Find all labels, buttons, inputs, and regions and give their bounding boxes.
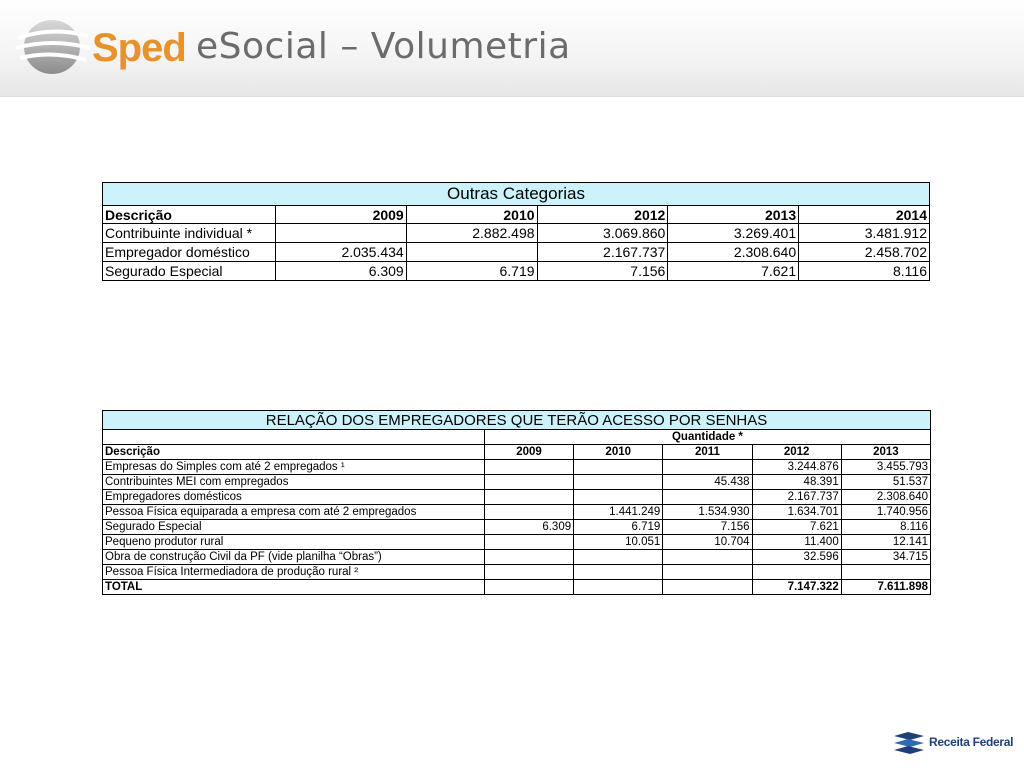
quantity-label: Quantidade * — [484, 430, 930, 445]
table-cell — [484, 565, 573, 580]
table-cell: 7.621 — [668, 262, 799, 281]
column-header: 2009 — [275, 206, 406, 224]
receita-federal-logo-icon — [892, 730, 926, 756]
table-cell: 7.156 — [537, 262, 668, 281]
table-cell: Empresas do Simples com até 2 empregados ¹ — [103, 460, 485, 475]
table-cell: 6.309 — [484, 520, 573, 535]
table-cell: 45.438 — [663, 475, 752, 490]
table-header-row — [103, 206, 930, 224]
table-row — [103, 460, 931, 475]
table-cell — [484, 550, 573, 565]
table-cell — [275, 224, 406, 243]
table-row — [103, 224, 930, 243]
table-row — [103, 520, 931, 535]
column-header: Descrição — [103, 445, 485, 460]
table-cell: Contribuinte individual * — [103, 224, 276, 243]
table-cell — [841, 565, 930, 580]
table-cell: Empregador doméstico — [103, 243, 276, 262]
table-cell: 2.308.640 — [841, 490, 930, 505]
column-header: 2013 — [668, 206, 799, 224]
column-header: 2009 — [484, 445, 573, 460]
table-cell: 7.156 — [663, 520, 752, 535]
table-row — [103, 490, 931, 505]
table-row — [103, 262, 930, 281]
table-cell: 12.141 — [841, 535, 930, 550]
table-cell: 3.269.401 — [668, 224, 799, 243]
table-cell — [484, 490, 573, 505]
table-cell: 2.035.434 — [275, 243, 406, 262]
table-cell: 11.400 — [752, 535, 841, 550]
table-cell: Contribuintes MEI com empregados — [103, 475, 485, 490]
table-cell: 3.069.860 — [537, 224, 668, 243]
table-cell: Empregadores domésticos — [103, 490, 485, 505]
table-cell — [484, 475, 573, 490]
table-cell — [663, 580, 752, 595]
empty-cell — [103, 430, 485, 445]
column-header: 2011 — [663, 445, 752, 460]
table-cell — [663, 550, 752, 565]
column-header: Descrição — [103, 206, 276, 224]
table-row — [103, 475, 931, 490]
page-title: eSocial – Volumetria — [196, 26, 571, 67]
table-cell: 3.481.912 — [799, 224, 930, 243]
table-cell: 2.167.737 — [537, 243, 668, 262]
column-header: 2010 — [406, 206, 537, 224]
table-row — [103, 243, 930, 262]
sped-logo-text: Sped — [92, 26, 186, 70]
table-row — [103, 565, 931, 580]
table-cell: 2.167.737 — [752, 490, 841, 505]
table-cell — [484, 535, 573, 550]
slide-header — [0, 0, 1024, 97]
receita-federal-brand: Receita Federal — [929, 735, 1014, 749]
table-cell — [663, 565, 752, 580]
table-cell: 6.719 — [406, 262, 537, 281]
total-label: TOTAL — [103, 580, 485, 595]
table-caption: Outras Categorias — [103, 183, 930, 206]
table-cell — [484, 460, 573, 475]
sped-globe-icon — [14, 18, 90, 76]
receita-federal-logo — [892, 728, 1018, 758]
table-row — [103, 505, 931, 520]
table-cell: 7.621 — [752, 520, 841, 535]
table-cell — [484, 580, 573, 595]
table-cell: Segurado Especial — [103, 262, 276, 281]
table-cell: 2.458.702 — [799, 243, 930, 262]
column-header: 2012 — [537, 206, 668, 224]
table-row — [103, 550, 931, 565]
column-header: 2010 — [574, 445, 663, 460]
table-cell: 2.882.498 — [406, 224, 537, 243]
table-cell: 7.147.322 — [752, 580, 841, 595]
table-cell: 10.704 — [663, 535, 752, 550]
table-row — [103, 535, 931, 550]
column-header: 2012 — [752, 445, 841, 460]
column-header: 2014 — [799, 206, 930, 224]
table-cell — [663, 490, 752, 505]
table-cell — [406, 243, 537, 262]
table-cell: 8.116 — [799, 262, 930, 281]
table-cell: 32.596 — [752, 550, 841, 565]
table-cell: Pessoa Física equiparada a empresa com até 2 empregados — [103, 505, 485, 520]
table-cell: 1.534.930 — [663, 505, 752, 520]
table-cell — [574, 475, 663, 490]
table-cell: 51.537 — [841, 475, 930, 490]
quantity-header-row — [103, 430, 931, 445]
table-cell: 3.244.876 — [752, 460, 841, 475]
table-cell: 3.455.793 — [841, 460, 930, 475]
table-cell: Segurado Especial — [103, 520, 485, 535]
table-cell: Pequeno produtor rural — [103, 535, 485, 550]
empregadores-senhas-table — [102, 410, 931, 595]
table-header-row — [103, 445, 931, 460]
table-cell: 1.740.956 — [841, 505, 930, 520]
table-cell: 6.309 — [275, 262, 406, 281]
column-header: 2013 — [841, 445, 930, 460]
total-row — [103, 580, 931, 595]
table-cell: 1.441.249 — [574, 505, 663, 520]
table-cell: Obra de construção Civil da PF (vide planilha “Obras”) — [103, 550, 485, 565]
outras-categorias-table — [102, 182, 930, 281]
table-caption: RELAÇÃO DOS EMPREGADORES QUE TERÃO ACESSO POR SENHAS — [103, 411, 931, 430]
table-cell — [484, 505, 573, 520]
table-cell — [574, 490, 663, 505]
table-cell — [574, 460, 663, 475]
table-cell — [663, 460, 752, 475]
table-cell: 2.308.640 — [668, 243, 799, 262]
table-cell: Pessoa Física Intermediadora de produção rural ² — [103, 565, 485, 580]
table-cell: 1.634.701 — [752, 505, 841, 520]
table-cell: 10.051 — [574, 535, 663, 550]
table-cell — [574, 550, 663, 565]
table-cell — [574, 565, 663, 580]
table-cell: 6.719 — [574, 520, 663, 535]
table-cell: 8.116 — [841, 520, 930, 535]
table-cell: 34.715 — [841, 550, 930, 565]
table-cell: 7.611.898 — [841, 580, 930, 595]
table-cell — [574, 580, 663, 595]
table-cell: 48.391 — [752, 475, 841, 490]
table-cell — [752, 565, 841, 580]
